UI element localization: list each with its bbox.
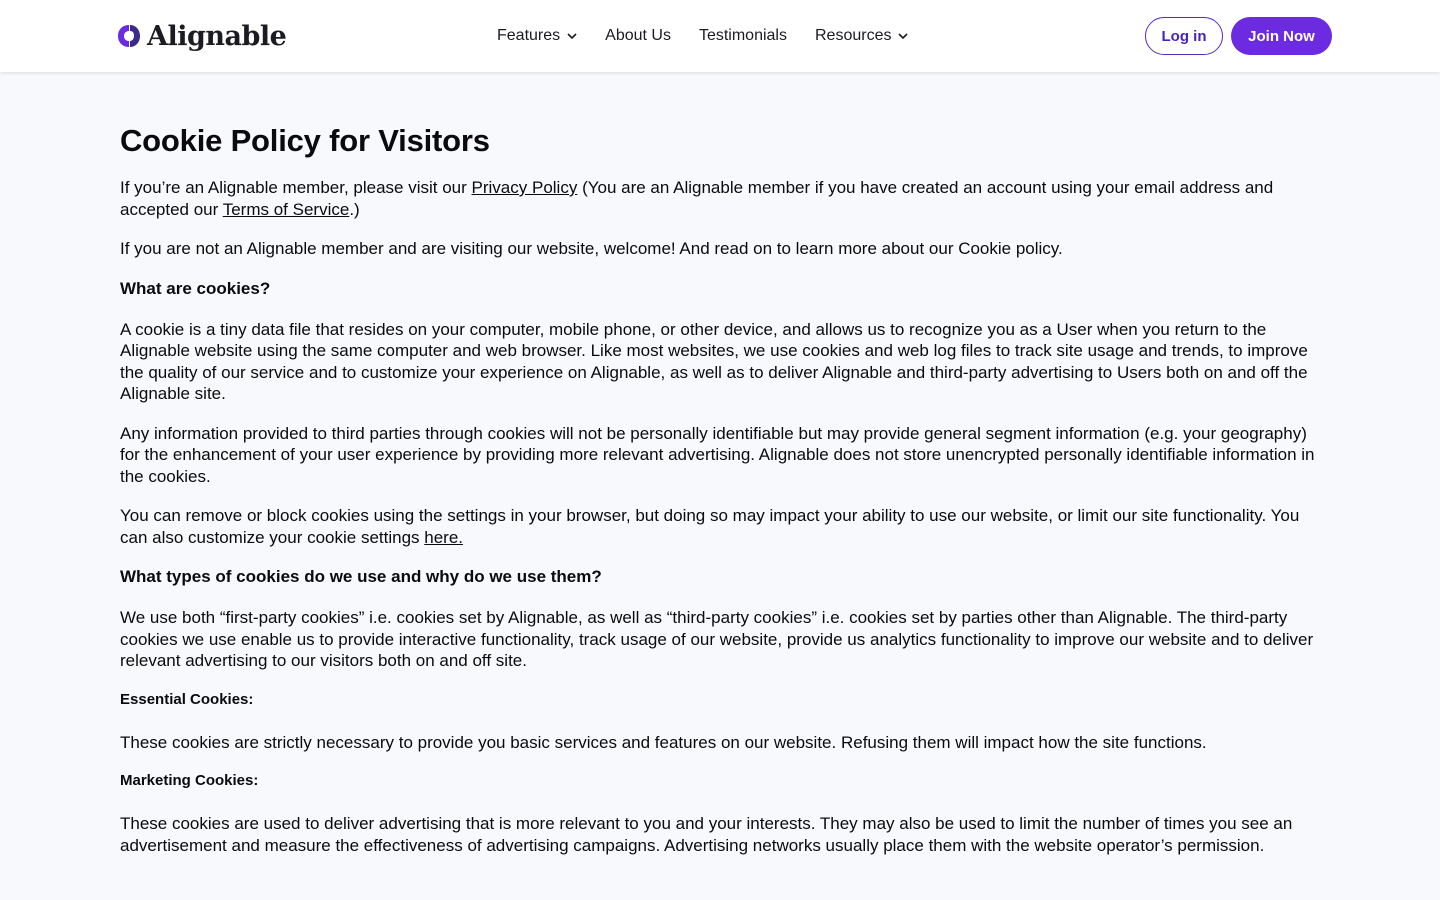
nav-features[interactable] bbox=[497, 27, 577, 45]
what-are-cookies-paragraph-1: A cookie is a tiny data file that resides on your computer, mobile phone, or other device, and allows us to recognize you as a User when you return to the Alignable website using the same computer and web browser. Like most websites, we use cookies and web log files to track site usage and trends, to improve the quality of our service and to customize your experience on Alignable, as well as to deliver Alignable and third-party advertising to Users both on and off the Alignable site. bbox=[120, 319, 1308, 403]
join-now-button[interactable]: Join Now bbox=[1231, 17, 1332, 55]
intro-text-2: (You are an Alignable member if you have created an account using your email address and accepted our bbox=[120, 178, 1274, 219]
policy-content bbox=[120, 120, 1315, 874]
chevron-down-icon bbox=[898, 33, 908, 40]
cookie-types-heading: What types of cookies do we use and why do we use them? bbox=[120, 567, 602, 586]
welcome-paragraph: If you are not an Alignable member and are visiting our website, welcome! And read on to learn more about our Cookie policy. bbox=[120, 239, 1063, 258]
nav-resources-label: Resources bbox=[814, 27, 892, 44]
terms-of-service-link[interactable]: Terms of Service bbox=[222, 199, 350, 219]
nav-about-us[interactable] bbox=[605, 27, 671, 45]
alignable-logo-icon bbox=[117, 23, 141, 49]
what-are-cookies-heading: What are cookies? bbox=[120, 278, 271, 298]
nav-about-us-label: About Us bbox=[605, 27, 671, 44]
nav-resources[interactable] bbox=[815, 27, 908, 45]
remove-cookies-text: You can remove or block cookies using the settings in your browser, but doing so may impact your ability to use our website, or limit our site functionality. You can also customize your cookie settings bbox=[120, 506, 1300, 547]
brand-logo[interactable] bbox=[117, 18, 286, 54]
cookie-settings-link[interactable]: here. bbox=[424, 527, 464, 547]
what-are-cookies-paragraph-2: Any information provided to third parties through cookies will not be personally identifiable but may provide general segment information (e.g. your geography) for the enhancement of your user experience by providing more relevant advertising. Alignable does not store unencrypted personally identifiable information in the cookies. bbox=[120, 423, 1315, 486]
chevron-down-icon bbox=[567, 33, 577, 40]
intro-paragraph bbox=[120, 177, 1315, 220]
site-header bbox=[0, 0, 1440, 72]
page-title: Cookie Policy for Visitors bbox=[120, 123, 490, 158]
intro-text-3: .) bbox=[349, 199, 360, 219]
essential-cookies-paragraph: These cookies are strictly necessary to provide you basic services and features on our website. Refusing them will impact how the site functions. bbox=[120, 732, 1207, 752]
brand-name: Alignable bbox=[147, 20, 287, 52]
privacy-policy-link[interactable]: Privacy Policy bbox=[471, 178, 578, 197]
nav-testimonials[interactable] bbox=[699, 27, 787, 45]
login-button[interactable]: Log in bbox=[1145, 17, 1223, 55]
marketing-cookies-heading: Marketing Cookies: bbox=[120, 772, 259, 789]
nav-features-label: Features bbox=[497, 27, 561, 44]
remove-cookies-paragraph bbox=[120, 505, 1315, 548]
marketing-cookies-paragraph: These cookies are used to deliver advertising that is more relevant to you and your interests. They may also be used to limit the number of times you see an advertisement and measure the effectiveness of advertising campaigns. Advertising networks usually place them with the website operator’s permission. bbox=[120, 814, 1293, 855]
nav-testimonials-label: Testimonials bbox=[698, 27, 787, 44]
intro-text-1: If you’re an Alignable member, please visit our bbox=[120, 178, 472, 197]
essential-cookies-heading: Essential Cookies: bbox=[120, 690, 254, 708]
cookie-types-paragraph: We use both “first-party cookies” i.e. cookies set by Alignable, as well as “third-party cookies” i.e. cookies set by parties other than Alignable. The third-party cookies we use enable us to provide interactive functionality, track usage of our website, provide us analytics functionality to improve our website and to deliver relevant advertising to our visitors both on and off site. bbox=[120, 608, 1314, 670]
main-nav bbox=[497, 24, 936, 48]
